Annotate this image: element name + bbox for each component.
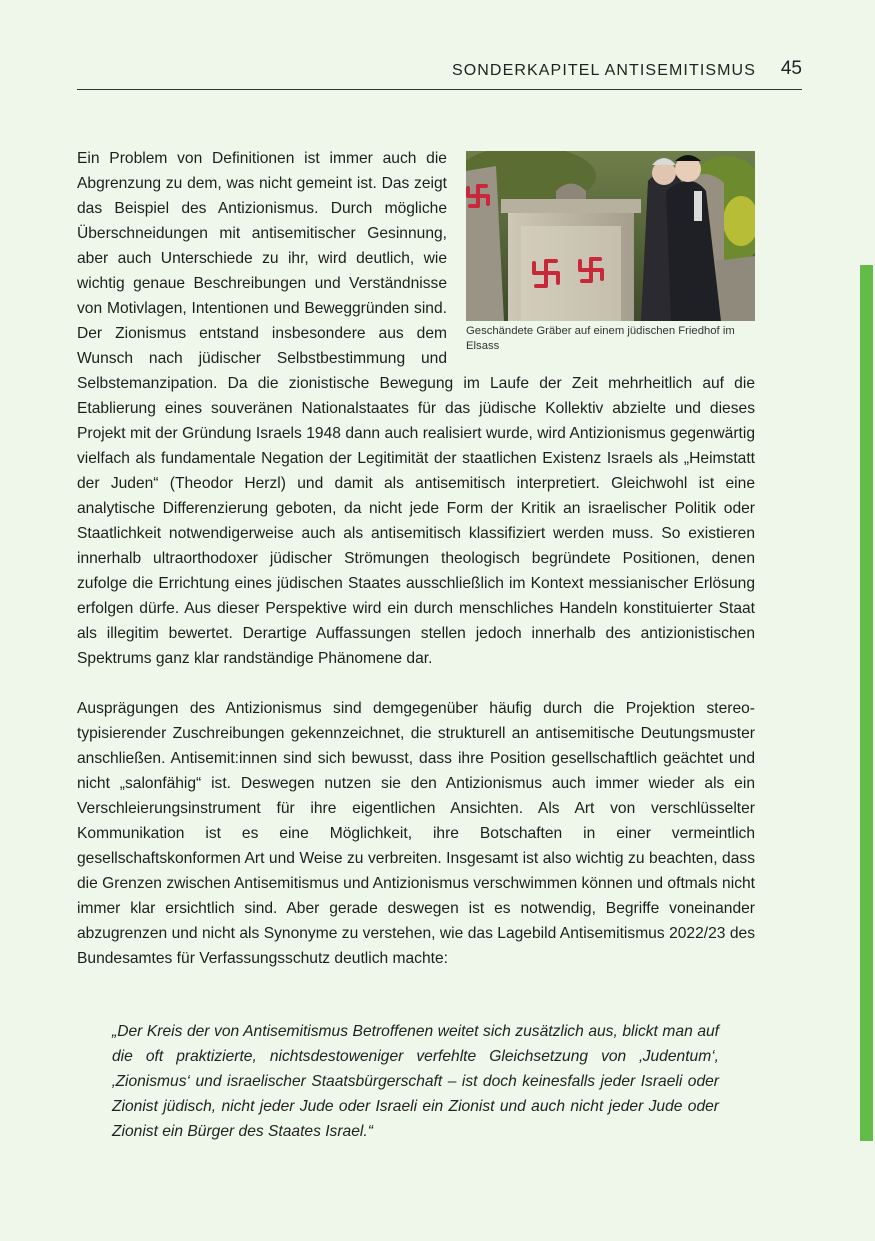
chapter-title: SONDERKAPITEL ANTISEMITISMUS	[451, 62, 756, 79]
paragraph: Ausprägungen des Antizionismus sind demgegenüber häufig durch die Projektion stereotypisierender Zuschreibungen gekennzeichnet, die strukturell an antisemitische Deutungsmuster anschließen. Antisemit:innen sind sich bewusst, dass ihre Position gesellschaftlich geächtet und nicht „salonfähig“ ist. Deswegen nutzen sie den Antizionismus auch immer wieder als ein Verschleierungsinstrument für ihre eigentlichen Ansichten. Als Art von verschlüsselter Kommunikation ist es eine Möglichkeit, ihre Botschaften in einer vermeintlich gesellschaftskonformen Art und Weise zu verbreiten. Insgesamt ist also wichtig zu beachten, dass die Grenzen zwischen Antisemitismus und Antizionismus verschwimmen können und oftmals nicht immer klar ersichtlich sind. Aber gerade deswegen ist es notwendig, Begriffe voneinander abzugrenzen und nicht als Synonyme zu verstehen, wie das Lagebild Antisemitismus 2022/23 des Bundesamtes für Verfassungsschutz deutlich machte:	[77, 700, 755, 967]
body-text	[77, 146, 755, 971]
green-accent-bar	[860, 265, 873, 1141]
figure-spacer	[447, 146, 755, 368]
block-quote: „Der Kreis der von Antisemitismus Betroffenen weitet sich zusätzlich aus, blickt man auf die oft praktizierte, nichtsdestoweniger verfehlte Gleichsetzung von ‚Judentum‘, ‚Zionismus‘ und israelischer Staatsbürgerschaft – ist doch keinesfalls jeder Israeli oder Zionist jüdisch, nicht jeder Jude oder Israeli ein Zionist und auch nicht jeder Jude oder Zionist ein Bürger des Staates Israel.“	[112, 1023, 719, 1140]
paragraph: Ein Problem von Definitionen ist immer auch die Abgrenzung zu dem, was nicht gemeint ist. Das zeigt das Beispiel des Antizionismus. Durch mögliche Überschneidungen mit antisemitischer Gesinnung, aber auch Unterschiede zu ihr, wird deutlich, wie wichtig genaue Beschreibungen und Verständnisse von Motivlagen, Intentionen und Beweggründen sind. Der Zionismus entstand insbesondere aus dem Wunsch nach jüdischer Selbstbestimmung und Selbstemanzipation. Da die zionistische Bewegung im Laufe der Zeit mehrheitlich auf die Etablierung eines souveränen Nationalstaates für das jüdische Kollektiv abzielte und dieses Projekt mit der Gründung Israels 1948 dann auch realisiert wurde, wird Antizionismus gegenwärtig vielfach als fundamentale Negation der Legitimität der staatlichen Existenz Israels als „Heimstatt der Juden“ (Theodor Herzl) und damit als antisemitisch interpretiert. Gleichwohl ist eine analytische Differenzierung geboten, da nicht jede Form der Kritik an israelischer Politik oder Staatlichkeit notwendigerweise auch als antisemitisch klassifiziert werden muss. So existieren innerhalb ultraorthodoxer jüdischer Strömungen theologisch begründete Positionen, denen zufolge die Errichtung eines jüdischen Staates ausschließlich im Kontext messianischer Erlösung erfolgen dürfe. Aus dieser Perspektive wird ein durch menschliches Handeln konstituierter Staat als illegitim bewertet. Derartige Auffassungen stellen jedoch innerhalb des antizionistischen Spektrums ganz klar randständige Phänomene dar.	[77, 150, 755, 667]
photo-caption: Geschändete Gräber auf einem jüdischen Friedhof im Elsass	[466, 325, 735, 352]
running-header	[77, 56, 802, 90]
page-number: 45	[780, 58, 802, 79]
